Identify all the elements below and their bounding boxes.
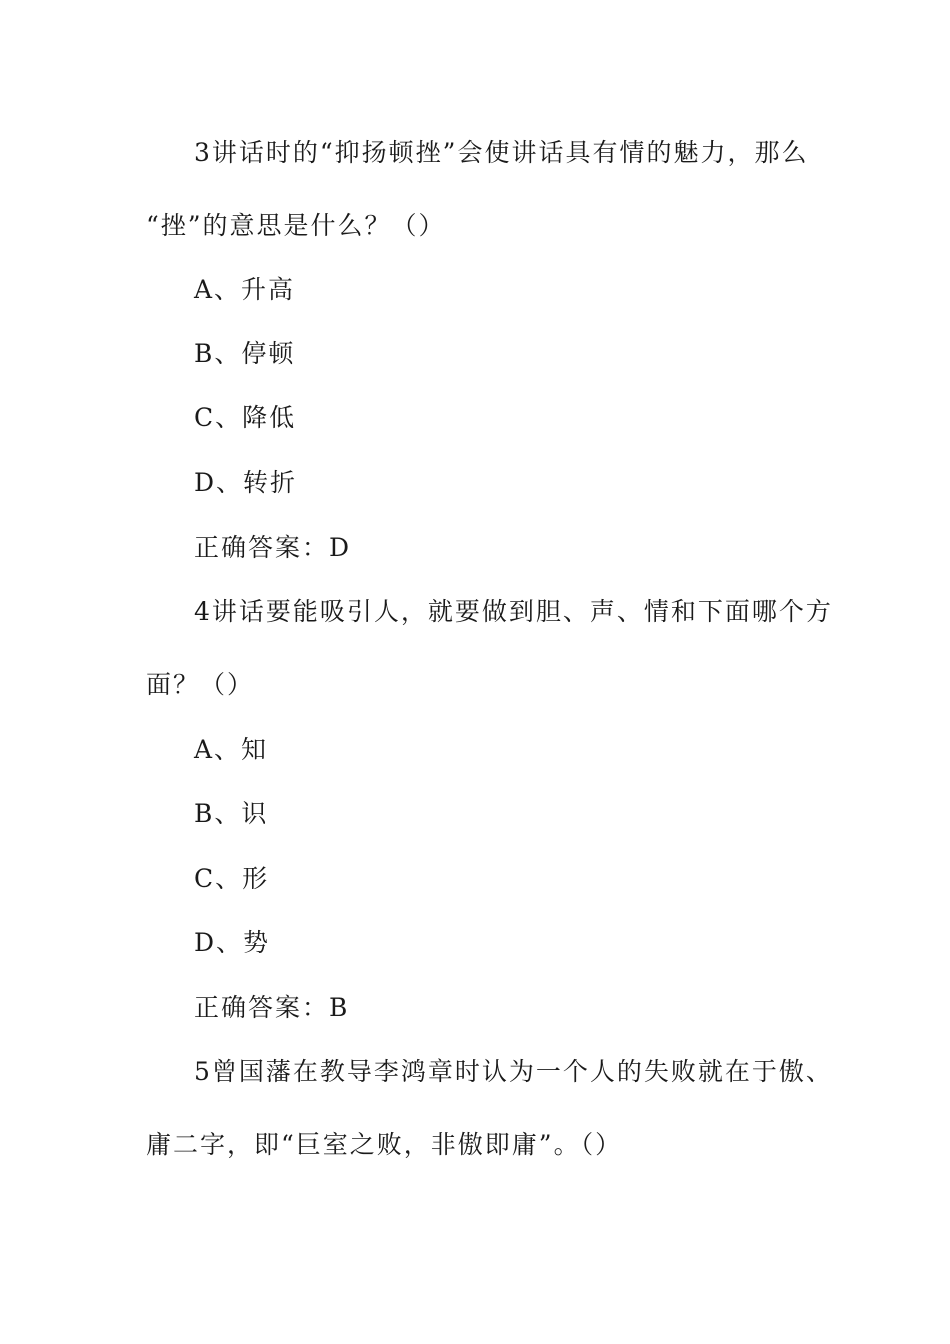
question-3-option-a: A、升高 <box>194 275 296 304</box>
question-5-stem-line-1: 5曾国藩在教导李鸿章时认为一个人的失败就在于傲、 <box>194 1057 833 1086</box>
question-4-option-a: A、知 <box>194 735 269 764</box>
question-3-stem-line-1: 3讲话时的“抑扬顿挫”会使讲话具有情的魅力，那么 <box>194 138 809 167</box>
question-3-option-b: B、停顿 <box>194 339 296 368</box>
question-3-stem-line-2: “挫”的意思是什么？（） <box>146 211 446 240</box>
question-4-option-b: B、识 <box>194 799 269 828</box>
question-4-option-d: D、势 <box>194 928 271 957</box>
question-5-stem-line-2: 庸二字，即“巨室之败，非傲即庸”。（） <box>146 1130 623 1159</box>
question-3-option-d: D、转折 <box>194 468 298 497</box>
question-3-answer: 正确答案：D <box>194 533 352 562</box>
question-4-stem-line-1: 4讲话要能吸引人，就要做到胆、声、情和下面哪个方 <box>194 597 833 626</box>
question-4-stem-line-2: 面？（） <box>146 670 255 699</box>
question-4-answer: 正确答案：B <box>194 993 350 1022</box>
question-4-option-c: C、形 <box>194 864 270 893</box>
question-3-option-c: C、降低 <box>194 403 297 432</box>
